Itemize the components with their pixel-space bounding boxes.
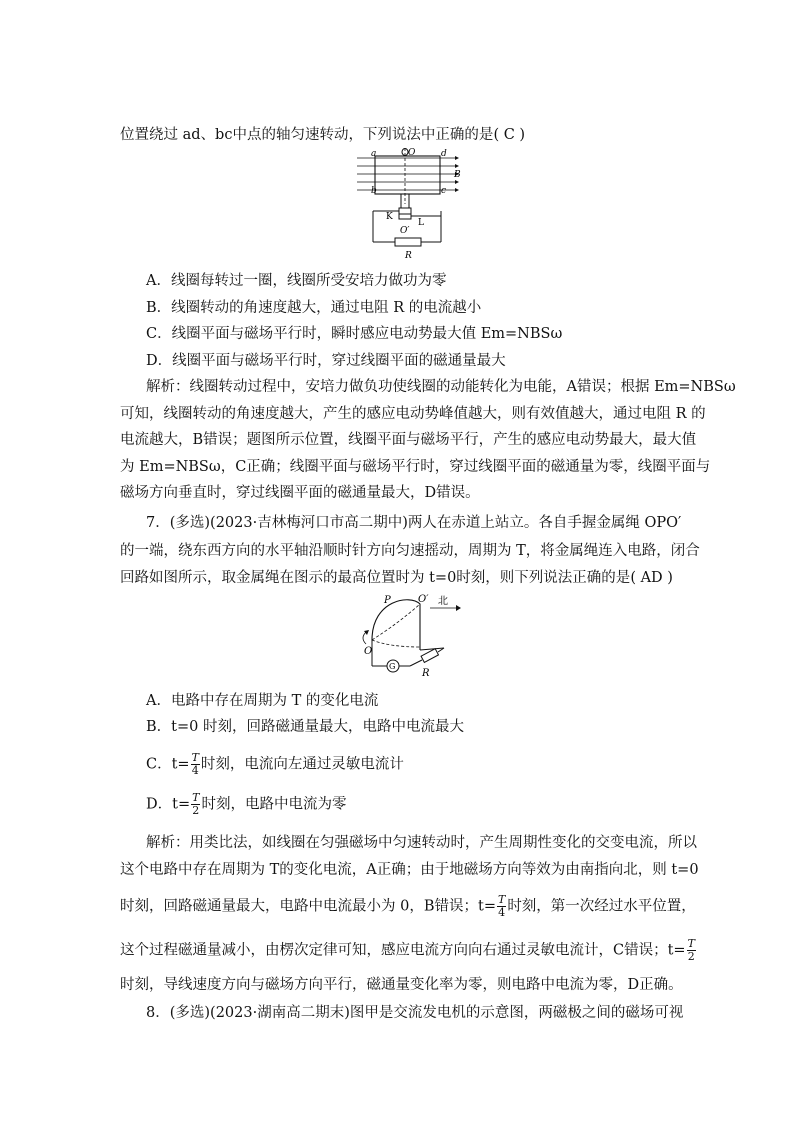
q7-option-c-pre: C．t=: [146, 756, 190, 773]
q7-analysis-fraction-2-num: T: [687, 937, 695, 950]
q7-stem-line-3: [120, 567, 673, 589]
q7-analysis-line-5: 时刻，导线速度方向与磁场方向平行，磁通量变化率为零，则电路中电流为零，D正确。: [120, 977, 683, 993]
q8-stem-line-1: 8．(多选)(2023·湖南高二期末)图甲是交流发电机的示意图，两磁极之间的磁场可视: [146, 1005, 684, 1021]
q6-label-a: a: [371, 149, 377, 159]
q6-label-R: R: [405, 251, 412, 261]
q7-option-b: B．t=0 时刻，回路磁通量最大，电路中电流最大: [146, 719, 464, 735]
q6-analysis-line-2: 可知，线圈转动的角速度越大，产生的感应电动势峰值越大，则有效值越大，通过电阻 R 的: [120, 406, 706, 422]
q7-option-c-num: T: [191, 751, 199, 764]
q6-analysis-line-1: 解析：线圈转动过程中，安培力做负功使线圈的动能转化为电能，A错误；根据 Em=NBSω: [146, 379, 736, 395]
q7-analysis-fraction-2: [687, 938, 696, 963]
q7-label-R: R: [422, 668, 430, 679]
q7-analysis-line-3: [120, 894, 696, 919]
q6-stem-line: [120, 124, 525, 146]
q6-stem-text: 位置绕过 ad、bc中点的轴匀速转动，下列说法中正确的是: [120, 127, 494, 143]
q6-label-L: L: [418, 218, 424, 228]
q6-label-O-prime: O′: [400, 226, 410, 236]
q6-analysis-line-4: 为 Em=NBSω，C正确；线圈平面与磁场平行时，穿过线圈平面的磁通量为零，线圈平面与: [120, 459, 711, 475]
q7-option-d: [146, 792, 346, 817]
q7-analysis-line-3-pre: 时刻，回路磁通量最大，电路中电流最小为 0，B错误；t=: [120, 898, 496, 915]
q7-option-c: [146, 752, 404, 777]
q7-figure-rope: [360, 592, 470, 682]
q7-option-a: A．电路中存在周期为 T 的变化电流: [146, 693, 379, 709]
q6-option-a: A．线圈每转过一圈，线圈所受安培力做功为零: [146, 273, 447, 289]
q7-label-G: G: [389, 662, 396, 671]
q7-option-d-post: 时刻，电路中电流为零: [201, 796, 347, 813]
q6-label-K: K: [386, 212, 393, 222]
q7-analysis-fraction-1-num: T: [497, 893, 506, 906]
q6-analysis-line-3: 电流越大，B错误；题图所示位置，线圈平面与磁场平行，产生的感应电动势最大，最大值: [120, 432, 697, 448]
q6-answer: ( C ): [493, 127, 526, 143]
q6-label-B: B: [454, 170, 461, 180]
q7-option-c-den: 4: [191, 764, 199, 777]
q6-label-O: O: [408, 148, 416, 158]
q7-label-O-prime: O′: [418, 594, 429, 605]
q7-option-d-den: 2: [192, 804, 200, 817]
q7-option-d-pre: D．t=: [146, 796, 191, 813]
q7-option-d-fraction: [191, 792, 200, 817]
q7-analysis-line-2: 这个电路中存在周期为 T的变化电流，A正确；由于地磁场方向等效为由南指向北，则 t=0: [120, 862, 699, 878]
q7-label-O: O: [364, 646, 373, 657]
q7-analysis-fraction-2-den: 2: [687, 950, 695, 963]
q6-figure-coil: [355, 148, 470, 261]
q7-analysis-line-4-pre: 这个过程磁通量减小，由楞次定律可知，感应电流方向向右通过灵敏电流计，C错误；t=: [120, 942, 686, 959]
q7-analysis-line-3-post: 时刻，第一次经过水平位置，: [507, 898, 696, 915]
q7-analysis-fraction-1-den: 4: [498, 906, 506, 919]
q6-analysis-line-5: 磁场方向垂直时，穿过线圈平面的磁通量最大，D错误。: [120, 485, 480, 501]
q6-label-d: d: [441, 149, 447, 159]
q7-option-d-num: T: [192, 791, 200, 804]
q7-option-c-fraction: [191, 752, 200, 777]
q7-option-c-post: 时刻，电流向左通过灵敏电流计: [200, 756, 404, 773]
q6-label-c: c: [441, 186, 447, 196]
q7-stem-line-2: 的一端，绕东西方向的水平轴沿顺时针方向匀速摇动，周期为 T，将金属绳连入电路，闭合: [120, 543, 700, 559]
q7-answer: ( AD ): [630, 570, 673, 586]
q7-stem-text: 回路如图所示，取金属绳在图示的最高位置时为 t=0时刻，则下列说法正确的是: [120, 570, 631, 586]
q7-label-north: 北: [438, 596, 448, 607]
q7-analysis-line-1: 解析：用类比法，如线圈在匀强磁场中匀速转动时，产生周期性变化的交变电流，所以: [146, 835, 697, 851]
q7-analysis-fraction-1: [497, 894, 506, 919]
q6-option-d: D．线圈平面与磁场平行时，穿过线圈平面的磁通量最大: [146, 353, 506, 369]
q7-analysis-line-4: [120, 938, 697, 963]
q6-option-b: B．线圈转动的角速度越大，通过电阻 R 的电流越小: [146, 300, 482, 316]
q6-label-b: b: [371, 186, 377, 196]
q7-label-P: P: [384, 595, 391, 606]
q6-option-c: C．线圈平面与磁场平行时，瞬时感应电动势最大值 Em=NBSω: [146, 326, 563, 342]
q7-stem-line-1: 7．(多选)(2023·吉林梅河口市高二期中)两人在赤道上站立。各自手握金属绳 OPO′: [146, 515, 682, 531]
